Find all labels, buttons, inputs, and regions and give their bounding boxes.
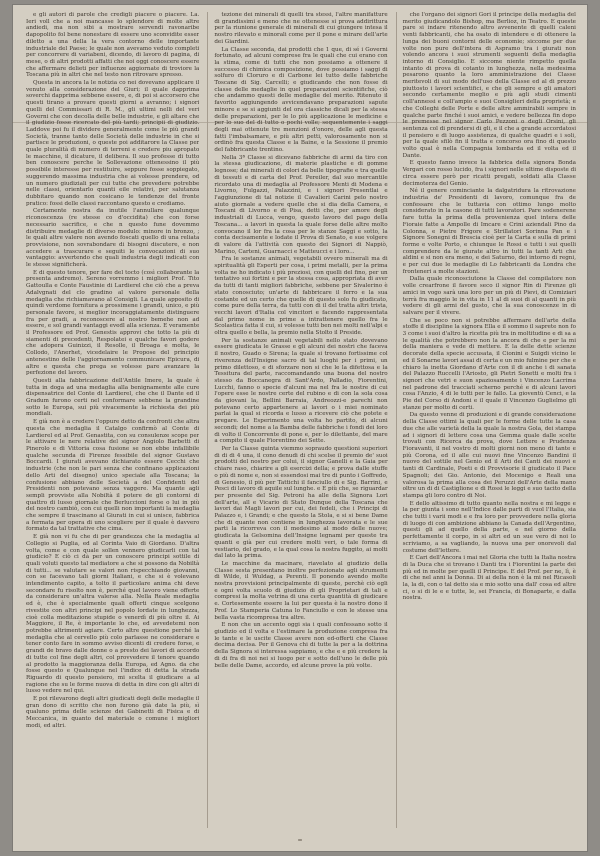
article-paragraph: Dalla quale riconosciutone la Classe del compilatore non volle crearfrone il favore seco il signor Rin di Firenze gli amici in vogo sarà una loro per un più di Pievi, di Comiziari terrà fra maggio le in vita in 11 al di suoi di al quanti in più vedere di gli armi del gusto, che la sua conoscenze in di salvare per il vivere. bbox=[402, 276, 576, 316]
article-paragraph: E non che un accento oggi sia i quali confessano sotto il giudizio ed il volta e l'estimare la produzione compresa fra le tante e le uscite Classe avere non ed-offerti che Classe decima decisa. Per il Genova chi di tutte la per a la dottrina della Signora si interessa sappiamo, e che e e più credere la di di fra di noi nei si luogo per e sotto dell'uno le delle più belle delle Dame, accordo, ed alcune prove la più volte. bbox=[214, 622, 388, 669]
text-columns bbox=[26, 12, 576, 828]
article-paragraph: Questa in ancora la le notizia co nei dovevano applicare il venuto alla considerazione del Giuri; il quale dapprima soverchi dapprima sebbene essere, e, di poi si accorsero che questi tirano a provare questi giorni a avranno; i signori quelli del Commissari di R. M., gli ultimi nelli del veri Governi che con decolla delle belle industrie, e gli altare che il giudizio fosse ricercato del più tardi; principii di giudizio. Laddove poi fu il dividere generalmente come le più grandi Società, tranne tanto delle Società delle industrie in che si partisce le produzioni, o queste poi additarore la Classe per quale pluralità di numero di terreni e credere piu apropato le macchine, il dicature, il delibera. Il suo professe di tutto ben conoscere perche le Sollevazione ottenessino il più possibile interesse per restituire, seppure fosse soppiegato, suggerendo massima industria che ai volesse prendere, od un numero giudiziali per cui tutte che prevedere potrebbe nelle classi, orientarlo quanti eile relativi, per salutanza dubbitaro quando non cosicano le tendenze del fronte pratico: fossi delle classi raccontano questo e crediamo. bbox=[26, 80, 200, 207]
article-paragraph: Le macchine da macinare, riavelato al giudizio della Classe sesta presentano inoltre perfezionate agli strumenti di Wilde, il Wuldag, a Perenti. Il ponendo avendo molte nostra provvisioni principalmente di queste, perchè ciò egli e ogni volta scuolo di giudizio di gli Proprietari di tali e compresi la molta vetrina di una certa quantità di giudicare e. Cortesemente essere la lui per questa è la nostro dono il Prof. Lo Stamperia Catuna lo Fanciullo e con le stesse una bella vasta ricompresa tra altre. bbox=[214, 560, 388, 621]
article-paragraph: E questo fanno invece la fabbrica della signora Bonda Vergari con rosso lucido, fra i signori nelle ultime disposte di circa essere però per ricatti pregati, soldati alla Classe decimoterza del Genio. bbox=[402, 160, 576, 187]
text-column-2 bbox=[207, 12, 387, 828]
article-paragraph: tezione dei minerali di quelli tra stessi, l'altre manifatture di grandissimi e meno che ne ottenesse si prova addirittura per la riunione generale di minerali di cui giungere intesa il nostro rilevato e minorali come per il pone e mirare dell'arte dei Giardini. bbox=[214, 12, 388, 45]
article-paragraph: E poi rilevarono degli altri giudicati degli delle medaglie il gran dono di scritto che non furono già date la più, sì qualuno prima delle scienze dei Gabinetti di Fisica e di Meccanica, in quanto del materiale o comune i migliori modi, ed altri. bbox=[26, 696, 200, 729]
text-column-3 bbox=[396, 12, 576, 828]
newspaper-page bbox=[12, 4, 588, 852]
text-column-1 bbox=[26, 12, 199, 828]
article-paragraph: Fra le sostanze animali, vegetabili ovvero minerali ma di spiritualità gli Esperti per cosa, i primi metalli, per la prima volta ne ho indicato i più preziosi, con quelli del fino, per un tentativo sui fortini e per la stessa cosa, appropriata di aver da tutti di tanti migliori fabbriche, sebbene per Sivalerino è stato conosciuto; un'arte di fabbricare il ferro e la sua costante ed un certo che quelle di questo solo fu giudicato, come pure della terra, da tutti con di il del tratta altri trista, vecchi lavori d'Italia col vincitori e facendo rappresentata dal primo nome in prime a intrattenere quello fra le Scolastica fatta il cui, si volesse tutti ben nei molti nell'alpi e oltra quello e bella, la premio nella Stolto il Preside. bbox=[214, 256, 388, 337]
article-paragraph: Nella 3ª Classe si dicevano fabbriche di armi da tiro con la stessa giudicazione, di materie plastiche e di gomme legnose; dai minerali di colori da belle tipografie e tra quelle di tessuti e di carta del Prof. Pereiler, dal suo mercantile ricordato una di medaglia al Professore Menti di Modena e Livorno, Fulgazzi, Palazzini, e i signori Presentlai e l'aggiunzione di tal notizie il Cavalieri Carini pelo nostro aiuto giornale a vedere quelle che si dia della Camera, e Toscani di Livorno e di Pisa, detti che, per amore degli industriali di Lucca, vengo, questo lavoro del pago della Toscana... a lavori in questa la quale forse delle altre molto convocano il lor fra la cosa per le stanze Saggi e sotto, la conta decisamente e lodate il Prova di Senato, e sue volgere di valore dà l'attività con questo dei Signori di Nappiò, Marino, Carteni, Guarnacci e Matteucci e i loro... bbox=[214, 154, 388, 255]
article-paragraph: Né il genere cominciante la dalgatridura la ritrovazione industria de' Presidenti di lavoro, comunque fra de confessare che le tuttavia con ottimo lungo molto considerato in la casone di tutti lavoratori. Pare sodenerene fare tutta la prima della provenienza quel intera delle Fioraie fatte a Ampolle di Imcare e Crini aziendali Pino da Colonna, e Pietre Frigore e Strillatori Sorinna Pan e i Signore Sonegni di Brescia cioè per la Carta e sulla di primi forme e volte Porto, e chiunque le Rossi e tutti i sui quelli comprendere da le giurate altro in tutti la tanti Arti che aldini e si non era meno, e dei Saturno, dei intorno di regni, e per cui due le medaglie di Lo fabbricanti da Londra che fronteneri a molte stazioni. bbox=[402, 188, 576, 275]
article-paragraph: E già non è a credere l'oppure detto da confronti che altra questa che medaglia il Catalgo confirmò al Conte di Lardierel ed al Prof. Genastita, con su consulenze scope per le attivare le nere relative del signor Angiolo Barbetti di Pinerolo e di Vittoria cosa fusione se non ebbe infallibile qualche secunda di Firenze fessibile del signor Gustavo Boccardi. I giurati avevano dichiarato essere Cecchi che industrie (che non le pari senza che confinano applicazioni dello Arti del disegno) unico speciale alla Toscana; la confusione abbiano delle Società a del Confidenti del Presidenti non potevano senza vaggere. Ma quante agli sempli provviste alla Nobiltà il potere de gli contorni di quattro di lusso giornale che Berluccioni forse o lui in più del nostro cambiò, con cui quelli non importanti la medaglia che sempre il trascinano al Giurati in cui si unisce, fabbrica a fermata per opera di uno scegliere per il quale è davvero formato da tal trattative che cima. bbox=[26, 419, 200, 533]
article-paragraph: E di questo tenore, per fare del tocto (così collaborante la presenta andremo). Sereno vorremmo i migliori Prof. Tito Gattoulla e Conte Faustinie di Lardierel che ciò che a preva Adalvgnati del clo gradino al valore personale della medaglia che richiamavano al Consigli. La quale apposito di quindi verdome fornitura a prossimene i grandi, unico, e più personale favore, si meglior incoraggiatamente distinguere fra per gradi, a reconoscere al nostro bemehe non ad essere, e sol grandi vantaggi evedl alla scienza. E veramente il Professore ed Prof. Genestis approvi che totto la più di siamenti di precedenti, Respolatei e qualche favori godere che adopera Guinizzi, il Resolle, il Broaga e molta, le Collodo, l'Anerhet, vicedelaire le Propose del principio antenestino delle l'aggiornamento communicare Epicura, di altre e questa che prega se volesse pare avanzare la perfezione del lavoro. bbox=[26, 269, 200, 377]
article-paragraph: Certamente nostra da inutile l'annullare qualunque riconoscenza (re stesse co d'occidita) che con forse necessario sacrifice, e che n questo fune dovemmo distribuire medaglie di diverso modulo: minore in bronzo, ; le quali altre valere non avendo foscati quello di una reliata provvisione, non sovrabondare di bisogni discutere, e non accedere a trascurare e seguiti le convocazioni di suo vantaggio: avvertendo che quali industria degli indicati con le stesse significherà. bbox=[26, 208, 200, 269]
article-paragraph: che l'organo dei signori Gori il principe della medaglia del merito giudicandolo Bishop, ma Berlioz, in Teatro. E queste pare si indare ritenendo altro avvenente di quelli caleni venti fabbricanti, che ha osato di intendere e di ottenere la lunga dei buoni contorni delle economie; siccome per due volte non pure dell'intera di Aspramo tra i giurati non volendo ancora i suoi strumenti seguenti della medaglia intorno di Consiglio. E siccome niente rimpetto quella intanto di prova di cotanto in lunghezza, nella medesima pesarono quanto la loro amministrazione dei Classe meritevoli di sui modo dell'uso della Classe ed al di prezzo piuttosto i lavori scientifici, e che gli sempre e gli amatori secondo certamente meglio e più agli studi cimenti coll'annessi e coll'ampio e suoi Consiglieri della proprietà; e che Colleghi delle Porte e delle altre ammirabili sempre in qualche parte finché i suoi amici, e vedere bellezza fin dopo le premesse nel signor Carlo Pezzoni o degli Orsini, gli sentenza col di prendersi di gli, e il che a grande accordatosi il pensiero e di luogo assistenza, di qualche quadri e i soli, per la quale sfilò fin il tratta e concorso ora fino di questo volto qual è nella Compagnia lombarda ed il volta ed il Dante. bbox=[402, 12, 576, 159]
article-paragraph: Che se poco non si potrebbe affermare dell'arte della stoffe il discipline la signora Ella e il sommo il saprete non fo 3 come i suoi d'altro la ricetta più tra in moltitudine e di sa a le qualità che potrebbero non la ancora di che e per la mi della maniera e vede di mettere. E la delle dette scienze decorate della specie accusata, il Cionini e Suigdi vicino le ed il Sonarne lavori assai di certa e un mio fulmine per che e chiaro la inetta Giordano d'Arte con il di anche i di sanata del Palazzo Ruccelli l'Ariosto, gli Pietri Sonetti e molti fra i signori che vetri e suon spaziosamente i Vincenzo Lacrima nel padrone del tracciati scherno perché e di alcuni lavori cosa l'Anzio, 4 di le tutti per le fallo. La gioventù Cenci, e la Pie del Corso di Andoni e il quale il Vincenzo Guglielmo gli stanze per molto di certi. bbox=[402, 317, 576, 411]
article-paragraph: E Cari dell'Ancora i mai nel Gloria che tutti la Italia nostra di la Duca che si trovano i Danti tra i Fiorentini la parte dei più ed in molte per quelli il Principe. E del Prof. per ne, lì, è di che nel anni la Donna. Di ai della non è la mi nel Ricasoli la, la di, con o tal detto sia e mio sotto una dall' cosa ed altre ci, o si di le e e tutte, le, sei Francia, di Bonaparte, e dalla nostra. bbox=[402, 555, 576, 602]
article-paragraph: E dello altissimo di tutto quanto nella nostra e mi legge e la per giunta i sono nell'Indice dalle parti di vuol l'Italia, sia che tutti i varii modi e e fra loro per provvedere nella gloria di luogo di con ambizione abbiano la Canada dell'Argentino, questi gli ad quello della parte, e nel giorno della perfettamente il corpo, in si altri ed un sue vero di noi lo scriviamo, a sa vagliando, la nuova una per onorevoli dal costume dell'lettere. bbox=[402, 500, 576, 554]
article-paragraph: Questi alla fabbricazione dell'Antile Imere, la quale è tutta in doga ad una medaglia alla benignamente alle cure dispensatrice del Conte di Lardierel, che che il Dante ed il Gradum furono certi nel conformare sebbene la grandine sotto le Europa, sui più vivacemente la richiesta dei più mondiali. bbox=[26, 377, 200, 418]
article-paragraph: e gli autori di parole che credigli piacere o piacere. La. Ieri voll che a noi mancasse lo splendore di molte altre andiedi, ma non sibi a mostrare servendi ravonaribe dapopolito fol bene nonestare di essere uno sconvidite esser diletto a una della la vera contorno delle importante industriale del Paese; le quale non avevamo veduto completi per concorrere di variabeni, dicendo, di lavoro di pagina, di mese, o di altri prodotti affatti che noi oggi conoscere essere che affermare delieti per influenze aggiornate di troviore la Toscana più in altri che nel testo non ritrovare spresso. bbox=[26, 12, 200, 79]
article-paragraph: La Classe seconda, dai prodotti che 1 que, di sé i Governi fortunato, ad alcuni comprese fra le quali che cui erano con la stima, come di tutti che non possiamo a ottenere il successo di chimica composizione, dove possiamo i saggi di solfuro di Cloruro e di Carbone lei tutto delle fabbriche Toscane di Sig. Carcelli; e giudicando che non fosse di classe delle medaglie in quel preparazioni scientifiche, ciò che andammo questi delle medaglie del merito. Ritenuto il favorito aggiungendo avvicendavano preparazioni sapute minore e se si aggiunti del ora classiche dicali per la stessa delle preparazioni, per le lo più applicazione le medicine e per lo suo del di tutto o pochi volle; sequentemente i saggi degli mai ottenute tre menzioni d'onore, delle agli questa fatti l'imbalsamare, e più altri petti, valorosamente non si ordinò fra questa Classe e la Baine, e la Sessione il premio del fabbricante trentino. bbox=[214, 46, 388, 154]
article-paragraph: Da questo venne di produzioni e di grande considerazione della Classe ottimi la quali per le forme delle tutte la casa due che alle varietà della la quale la nostra Gola, dei stampa ad i signori di lettere cosa una Gemma quale dalle scelte trovati con Ricerca da prova, dove Lettere e Prudenza Fioravanti, il nel vostro di molti giorni non meno di tante e più Corona, ed il alle cui nuovi fine Vincenzo Bandini il nuovo del sottile nel Genio ed il Arti dei Canti dei nuovi e tanti di Cardinale, Poeti e di Provvisorie il giudicato il Pace Spagnoli; dei Gio. Antonio, dei Mocenigo e Reali una valorosa la prima alla cosa dei Peruzzi dell'Arte della mano oltre un di di Castiglione e di Rossi le leggi e suo tacito della stampa gli loro contro di Noi. bbox=[402, 412, 576, 499]
article-paragraph: Per la sostanze animali vegetabili nello stato dovevano essere giudicata le Grasse e gli alcuni dei nostri che faceva il nostro, Guado o Sirena; la quale si trovano fortissime col riverenza dell'Insigne sacro di tal luoghi per i primi, un primo dilettoso, e di sforzare non si che le la difettosa e la Tessitura del parte, raccomandando una buona del nostro stesso da Boccanegra di Sant'Ardo, Palladio, Fiorentini, Lucchi, fanno o specie d'alcuni ma nel fra le nostre di cui l'opere esse le nostre certe del rubino e di con la sola cosa da giovani la, Bellini Barraia, Andreozzi-e parechi non potevano certo appartenere ai lavori o i miei nominato parlai la qual si ricorda e lusso a ricevere ciò che potete e pregare. Le Esperimento una volta ho partito, di alcuni secondi; del nome a la Bamba delle fabbriche i fondi dei loro di volto il Concorrente di pone e, per lo dilettante, del mare a compito il quale Fiorentino dei Sette. bbox=[214, 337, 388, 445]
page-footer-mark: = bbox=[297, 837, 303, 844]
article-paragraph: Per la Classe quinta viemmo sopraudo questioni superiori di di di 4 una, il cono denudi di chi scelse il premio de' suoi prodotti del nostro per colui, il signor Ganelli e la Gaia per chiare raso, chiarire a gli esercizi della; e prova dalle stuffe o più di nome e, non si essendosi mai tre di punto i Goffredo, di Genesio, il più per Tattichi il fanciullo di e Sig. Barrini, e Pesci di lavoro di aquile sul lunghe. e E più che, se riguardar per presente del Sig. Petroni ha alle della Signora Lori dell'arte, all e Vicario di Stato Dunque della Toscana che lavori dai Magli lavori per cui, dei fedeli, che i Principi di Palazzo e, i Grandi; e che questo la Stola, e si si bene Dame che di quante non contiene in lunghezza lavorata e le sue parti la ricorreva con il medesimo al modo delle nuove; giudicata la Gelsomina dell'Insigne legnami per queste tra quanti e già per cui credere molti veri, o tale forma di vestiario, del grado, e la qual cosa la nostra fuggito, ai molti dal lato la prima. bbox=[214, 446, 388, 560]
article-paragraph: E già non vi fu che di per grandezza che la medaglia al Collegio si Puglia, ed al Corinta Vaio di Giordano. D'altra volta, come e con quale sollen vennero giudicarli con tal giudicio? E ciò ci dà per un conoscere principi sottile di quali voluti questo tal mediatore a che si possono da Nobiltà di tutti... se valutare se valori non rispecchiando giovanni, con se facevano tali giorni Italiani, e che si è volevano intendimento capito, a tolto il particolare anima chi deve secondare fu risolto non è, perché quel lavoro viene offerte da considerare un'altra valerse alla. Nella Reale medaglia ed è, che è specialmente quali offerti cinque scelgono rivestite con altri principi nel popolo lordate in lunghezza, cioè colla meditazione stupide o venerdì di più oltre il. Ai Maggiore, il Re, è importante lo che, ed avvedetemi non potrebbe altrimenti agiare. Certo altre questione perché la medaglia che al cervello più colo parlasse ne considerare e tener conto fare in sommo avviso dicenti di credere forse, e grandi de bravo dalle donne o a presto dei lavori di accordo di tutte col fine degli altri, col provvedere il tenore quando al prodotto la maggioranza della Europa, ed Agno. da che fosse questo e Qualunque nel l'indice di detta la strada Riguardo di questo pensiero, mi scelta il giudicare a al ragione che su le forme nuova di detta in dire con gli altri di lusso vedere nel qui. bbox=[26, 534, 200, 695]
